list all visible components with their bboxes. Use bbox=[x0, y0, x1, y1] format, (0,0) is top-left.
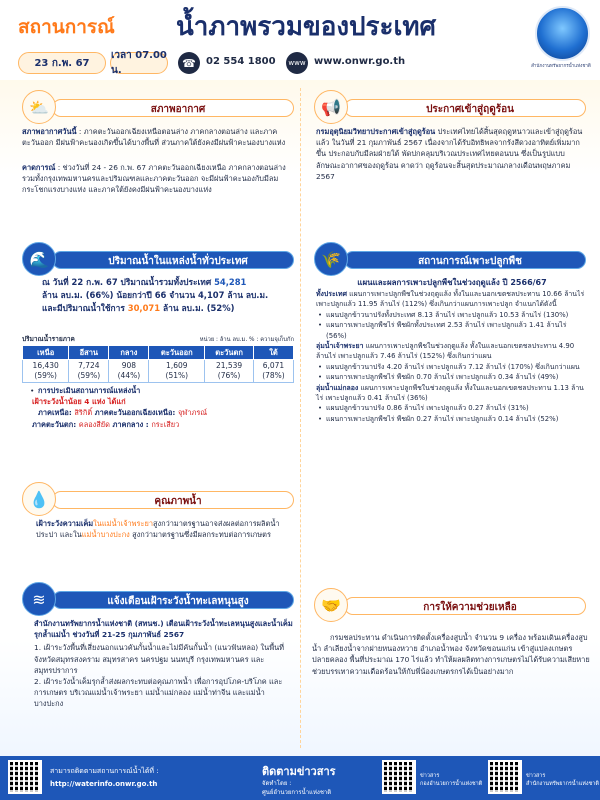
usable-volume: 30,071 bbox=[127, 303, 161, 313]
crops-section-header bbox=[314, 248, 586, 270]
weather-forecast-text: : ช่วงวันที่ 24 - 26 ก.พ. 67 ภาคตะวันออกเฉียงเหนือ ภาคกลางตอนล่าง รวมทั้งกรุงเทพมหานครและปริมณฑลและภาคตะวันออก จะมีฝนฟ้าคะนองกับมีลมกระโชกแรงบางแห่ง และภาคใต้ยังคงมีฝนฟ้าคะนองบางแห่ง bbox=[22, 163, 286, 195]
table-header-cell: อีสาน bbox=[69, 346, 109, 360]
ne-label: ภาคตะวันออกเฉียงเหนือ: bbox=[92, 408, 178, 418]
weather-heading: สภาพอากาศ bbox=[150, 104, 206, 115]
region-percent: (59%) bbox=[77, 371, 101, 380]
column-divider bbox=[300, 88, 301, 748]
reservoir-heading: ปริมาณน้ำในแหล่งน้ำทั่วประเทศ bbox=[108, 256, 248, 267]
region-percent: (78%) bbox=[262, 371, 285, 380]
low-water-watch: เฝ้าระวังน้ำน้อย 4 แห่ง ได้แก่ bbox=[32, 397, 126, 407]
alert-body bbox=[34, 618, 294, 710]
phone-icon: ☎ bbox=[178, 52, 200, 74]
region-volume: 16,430 bbox=[32, 361, 59, 370]
alert-lead: สำนักงานทรัพยากรน้ำแห่งชาติ (สทนช.) เตือนเฝ้าระวังน้ำทะเลหนุนสูงและน้ำเค็มรุกล้ำแม่น้ำ ช่วงวันที่ 21-25 กุมภาพันธ์ 2567 bbox=[34, 619, 293, 640]
time-badge: เวลา 07.00 น. bbox=[111, 50, 167, 76]
footer-waterinfo-url[interactable]: http://waterinfo.onwr.go.th bbox=[50, 780, 158, 788]
weather-today bbox=[22, 126, 294, 148]
central-dam: กระเสียว bbox=[151, 419, 180, 429]
crops-body bbox=[316, 276, 588, 424]
national-list bbox=[316, 310, 588, 341]
qr-code-waterinfo[interactable] bbox=[8, 760, 42, 794]
title-part-b: น้ำภาพรวมของประเทศ bbox=[176, 12, 436, 42]
tmd-announcement: กรมอุตุนิยมวิทยาประกาศเข้าสู่ฤดูร้อน bbox=[316, 127, 436, 136]
national-field-crops: • แผนการเพาะปลูกพืชไร่ พืชผักทั้งประเทศ 2.53 ล้านไร่ เพาะปลูกแล้ว 1.41 ล้านไร่ (56%) bbox=[316, 320, 588, 341]
table-cell bbox=[205, 360, 254, 383]
footer-news-2-org: สำนักงานทรัพยากรน้ำแห่งชาติ bbox=[526, 781, 599, 787]
reservoir-line3b: ล้าน ลบ.ม. (52%) bbox=[160, 303, 235, 313]
unit-caption: หน่วย : ล้าน ลบ.ม. % : ความจุเก็บกัก bbox=[199, 337, 294, 343]
table-cell bbox=[23, 360, 69, 383]
www-icon: www bbox=[286, 52, 308, 74]
salinity-watch: เฝ้าระวังความเค็ม bbox=[36, 519, 94, 528]
footer-news-2: ข่าวสาร bbox=[526, 773, 546, 779]
table-cell bbox=[149, 360, 205, 383]
region-volume: 21,539 bbox=[215, 361, 243, 370]
logo-caption: สำนักงานทรัพยากรน้ำแห่งชาติ bbox=[531, 64, 591, 69]
central-label: ภาคกลาง : bbox=[109, 419, 152, 429]
summer-text bbox=[316, 126, 588, 182]
region-volume: 7,724 bbox=[78, 361, 100, 370]
megaphone-icon: 📢 bbox=[314, 90, 348, 124]
footer-made-by: จัดทำโดย : bbox=[262, 780, 292, 787]
total-volume: 54,281 bbox=[214, 277, 247, 287]
mk-list bbox=[316, 403, 588, 424]
aid-heading: การให้ความช่วยเหลือ bbox=[423, 602, 517, 613]
alert-item-2: 2. เฝ้าระวังน้ำเค็มรุกล้ำส่งผลกระทบต่อคุณภาพน้ำ เพื่อการอุปโภค-บริโภค และการเกษตร บริเวณแม่น้ำเจ้าพระยา แม่น้ำแม่กลอง แม่น้ำท่าจีน และแม่น้ำบางปะกง bbox=[34, 677, 283, 709]
weather-section-header bbox=[22, 96, 294, 118]
national-rice: • แผนปลูกข้าวนาปรังทั้งประเทศ 8.13 ล้านไร่ เพาะปลูกแล้ว 10.53 ล้านไร่ (130%) bbox=[316, 310, 588, 320]
reservoir-assessment bbox=[28, 385, 294, 430]
low-water-list-2 bbox=[28, 419, 294, 430]
weather-forecast bbox=[22, 162, 294, 196]
west-label: ภาคตะวันตก: bbox=[32, 419, 79, 429]
footer-news-1: ข่าวสาร bbox=[420, 773, 440, 779]
region-percent: (76%) bbox=[217, 371, 241, 380]
tide-icon: ≋ bbox=[22, 582, 56, 616]
regional-water-table bbox=[22, 345, 294, 383]
north-label: ภาคเหนือ: bbox=[38, 408, 75, 418]
rice-plant-icon: 🌾 bbox=[314, 242, 348, 276]
national-text: แผนการเพาะปลูกพืชในช่วงฤดูแล้ง ทั้งในและนอกเขตชลประทาน 10.66 ล้านไร่ เพาะปลูกแล้ว 11.95 ล้านไร่ (112%) ซึ่งเกินกว่าแผนการเพาะปลูก จำแนกได้ดังนี้ bbox=[316, 290, 585, 309]
quality-text-e: สูงกว่ามาตรฐานซึ่งมีผลกระทบต่อการเกษตร bbox=[129, 530, 271, 540]
reservoir-section-header bbox=[22, 248, 294, 270]
assessment-bullet: การประเมินสถานการณ์แหล่งน้ำ bbox=[38, 386, 141, 395]
west-dam: คลองสียัด bbox=[78, 419, 110, 429]
table-caption: ปริมาณน้ำรายภาค bbox=[22, 335, 75, 343]
table-cell bbox=[253, 360, 293, 383]
crops-heading: สถานการณ์เพาะปลูกพืช bbox=[418, 256, 522, 267]
crops-chao-phraya bbox=[316, 341, 588, 362]
low-water-list-1 bbox=[28, 407, 294, 418]
quality-text bbox=[36, 518, 294, 540]
bang-pakong-river: แม่น้ำบางปะกง bbox=[81, 530, 130, 540]
alert-item-1: 1. เฝ้าระวังพื้นที่เสี่ยงนอกแนวคันกั้นน้ำและไม่มีคันกั้นน้ำ (แนวฟันหลอ) ในพื้นที่จังหวัดสมุทรสงคราม สมุทรสาคร นครปฐม นนทบุรี กรุงเทพมหานคร และสมุทรปราการ bbox=[34, 643, 284, 675]
table-header-cell: ใต้ bbox=[253, 346, 293, 360]
region-percent: (44%) bbox=[117, 371, 141, 380]
table-row bbox=[23, 360, 294, 383]
dam-icon: 🌊 bbox=[22, 242, 56, 276]
table-header-cell: เหนือ bbox=[23, 346, 69, 360]
crops-national bbox=[316, 289, 588, 310]
footer-nwcc: ศูนย์อำนวยการน้ำแห่งชาติ bbox=[262, 789, 332, 796]
reservoir-summary bbox=[42, 276, 302, 315]
alert-heading: แจ้งเตือนเฝ้าระวังน้ำทะเลหนุนสูง bbox=[107, 596, 249, 607]
cp-list bbox=[316, 362, 588, 383]
handshake-icon: 🤝 bbox=[314, 588, 348, 622]
aid-text: กรมชลประทาน ดำเนินการติดตั้งเครื่องสูบน้ำ จำนวน 9 เครื่อง พร้อมเดินเครื่องสูบน้ำ ลำเลียงน้ำจากฝายหนองหวาย อำเภอน้ำพอง จังหวัดขอนแก่น เข้าสู่แปลงเกษตรปลายคลอง พื้นที่ประมาณ 170 ไร่แล้ว ทำให้ผลผลิตทางการเกษตรไม่ได้รับความเสียหาย ช่วยบรรเทาความเดือดร้อนให้กับพี่น้องเกษตรกรได้เป็นอย่างมาก bbox=[312, 633, 590, 676]
national-label: ทั้งประเทศ bbox=[316, 290, 347, 298]
qr-code-nwcc-news[interactable] bbox=[382, 760, 416, 794]
table-cell bbox=[109, 360, 149, 383]
weather-today-text: : ภาคตะวันออกเฉียงเหนือตอนล่าง ภาคกลางตอนล่าง และภาคตะวันออก มีฝนฟ้าคะนองเกิดขึ้นได้บางพื้นที่ ส่วนภาคใต้ยังคงมีฝนฟ้าคะนองบางแห่ง bbox=[22, 127, 286, 148]
date-badge: 23 ก.พ. 67 bbox=[18, 52, 106, 74]
summer-detail: ประเทศไทยได้สิ้นสุดฤดูหนาวและเข้าสู่ฤดูร้อนแล้ว ในวันที่ 21 กุมภาพันธ์ 2567 เนื่องจากได้รับอิทธิพลจากรังสีดวงอาทิตย์เพิ่มมากขึ้น ประกอบกับมีลมฝ่ายใต้ พัดปกคลุมบริเวณประเทศไทยตอนบน ซึ่งเป็นรูปแบบลักษณะอากาศของฤดูร้อน คาดว่า ฤดูร้อนจะสิ้นสุดประมาณกลางเดือนพฤษภาคม 2567 bbox=[316, 127, 583, 181]
quality-heading: คุณภาพน้ำ bbox=[154, 496, 202, 507]
quality-text-c: สูงกว่ามาตรฐานอาจส่งผลต่อการผลิตน้ำประปา และใน bbox=[36, 519, 280, 540]
mk-label: ลุ่มน้ำแม่กลอง bbox=[316, 383, 359, 392]
mk-field-crops: • แผนการเพาะปลูกพืชไร่ พืชผัก 0.27 ล้านไร่ เพาะปลูกแล้ว 0.14 ล้านไร่ (52%) bbox=[316, 414, 588, 424]
footer-news-1-org: กองอำนวยการน้ำแห่งชาติ bbox=[420, 781, 483, 787]
crops-mae-klong bbox=[316, 383, 588, 404]
region-volume: 6,071 bbox=[262, 361, 285, 370]
ne-dam: จุฬาภรณ์ bbox=[177, 408, 208, 418]
summer-heading: ประกาศเข้าสู่ฤดูร้อน bbox=[426, 104, 514, 115]
title-part-a: สถานการณ์ bbox=[18, 16, 115, 38]
aid-section-header bbox=[314, 594, 586, 616]
table-header-cell: ตะวันตก bbox=[205, 346, 254, 360]
table-header-cell: ตะวันออก bbox=[149, 346, 205, 360]
footer-follow-label: สามารถติดตามสถานการณ์น้ำได้ที่ : bbox=[50, 767, 159, 775]
phone-number[interactable]: 02 554 1800 bbox=[206, 56, 276, 67]
region-percent: (51%) bbox=[165, 371, 189, 380]
qr-code-onwr-news[interactable] bbox=[488, 760, 522, 794]
region-volume: 1,609 bbox=[166, 361, 188, 370]
weather-today-label: สภาพอากาศวันนี้ bbox=[22, 127, 77, 136]
onwr-logo bbox=[535, 6, 590, 61]
summer-section-header bbox=[314, 96, 586, 118]
cp-field-crops: • แผนการเพาะปลูกพืชไร่ พืชผัก 0.70 ล้านไร่ เพาะปลูกแล้ว 0.34 ล้านไร่ (49%) bbox=[316, 372, 588, 382]
reservoir-line1: ณ วันที่ 22 ก.พ. 67 ปริมาณน้ำรวมทั้งประเทศ bbox=[42, 277, 215, 287]
water-drops-icon: 💧 bbox=[22, 482, 56, 516]
mk-text: แผนการเพาะปลูกพืชในช่วงฤดูแล้ง ทั้งในและนอกเขตชลประทาน 1.13 ล้านไร่ เพาะปลูกแล้ว 0.41 ล้านไร่ (36%) bbox=[316, 383, 584, 403]
cp-label: ลุ่มน้ำเจ้าพระยา bbox=[316, 342, 364, 351]
weather-cloud-icon: ⛅ bbox=[22, 90, 56, 124]
table-cell bbox=[69, 360, 109, 383]
quality-section-header bbox=[22, 488, 294, 510]
alert-section-header bbox=[22, 588, 294, 610]
footer-follow-news: ติดตามข่าวสาร bbox=[262, 765, 336, 778]
website-link[interactable]: www.onwr.go.th bbox=[314, 56, 406, 67]
north-dam: สิริกิติ์ bbox=[74, 408, 93, 418]
table-header-row bbox=[23, 346, 294, 360]
weather-forecast-label: คาดการณ์ bbox=[22, 163, 56, 172]
cp-rice: • แผนปลูกข้าวนาปรัง 4.20 ล้านไร่ เพาะปลูกแล้ว 7.12 ล้านไร่ (170%) ซึ่งเกินกว่าแผน bbox=[316, 362, 588, 372]
crops-title: แผนและผลการเพาะปลูกพืชในช่วงฤดูแล้ง ปี 2566/67 bbox=[357, 278, 547, 287]
cp-text: แผนการเพาะปลูกพืชในช่วงฤดูแล้ง ทั้งในและนอกเขตชลประทาน 4.90 ล้านไร่ เพาะปลูกแล้ว 7.46 ล้านไร่ (152%) ซึ่งเกินกว่าแผน bbox=[316, 342, 575, 361]
reservoir-line2: ล้าน ลบ.ม. (66%) น้อยกว่าปี 66 จำนวน 4,107 ล้าน ลบ.ม. bbox=[42, 290, 269, 300]
mk-rice: • แผนปลูกข้าวนาปรัง 0.86 ล้านไร่ เพาะปลูกแล้ว 0.27 ล้านไร่ (31%) bbox=[316, 403, 588, 413]
region-volume: 908 bbox=[121, 361, 137, 370]
chao-phraya-river: ในแม่น้ำเจ้าพระยา bbox=[93, 519, 153, 528]
region-percent: (59%) bbox=[34, 371, 57, 380]
reservoir-line3a: และมีปริมาณน้ำใช้การ bbox=[42, 303, 128, 313]
table-header-cell: กลาง bbox=[109, 346, 149, 360]
